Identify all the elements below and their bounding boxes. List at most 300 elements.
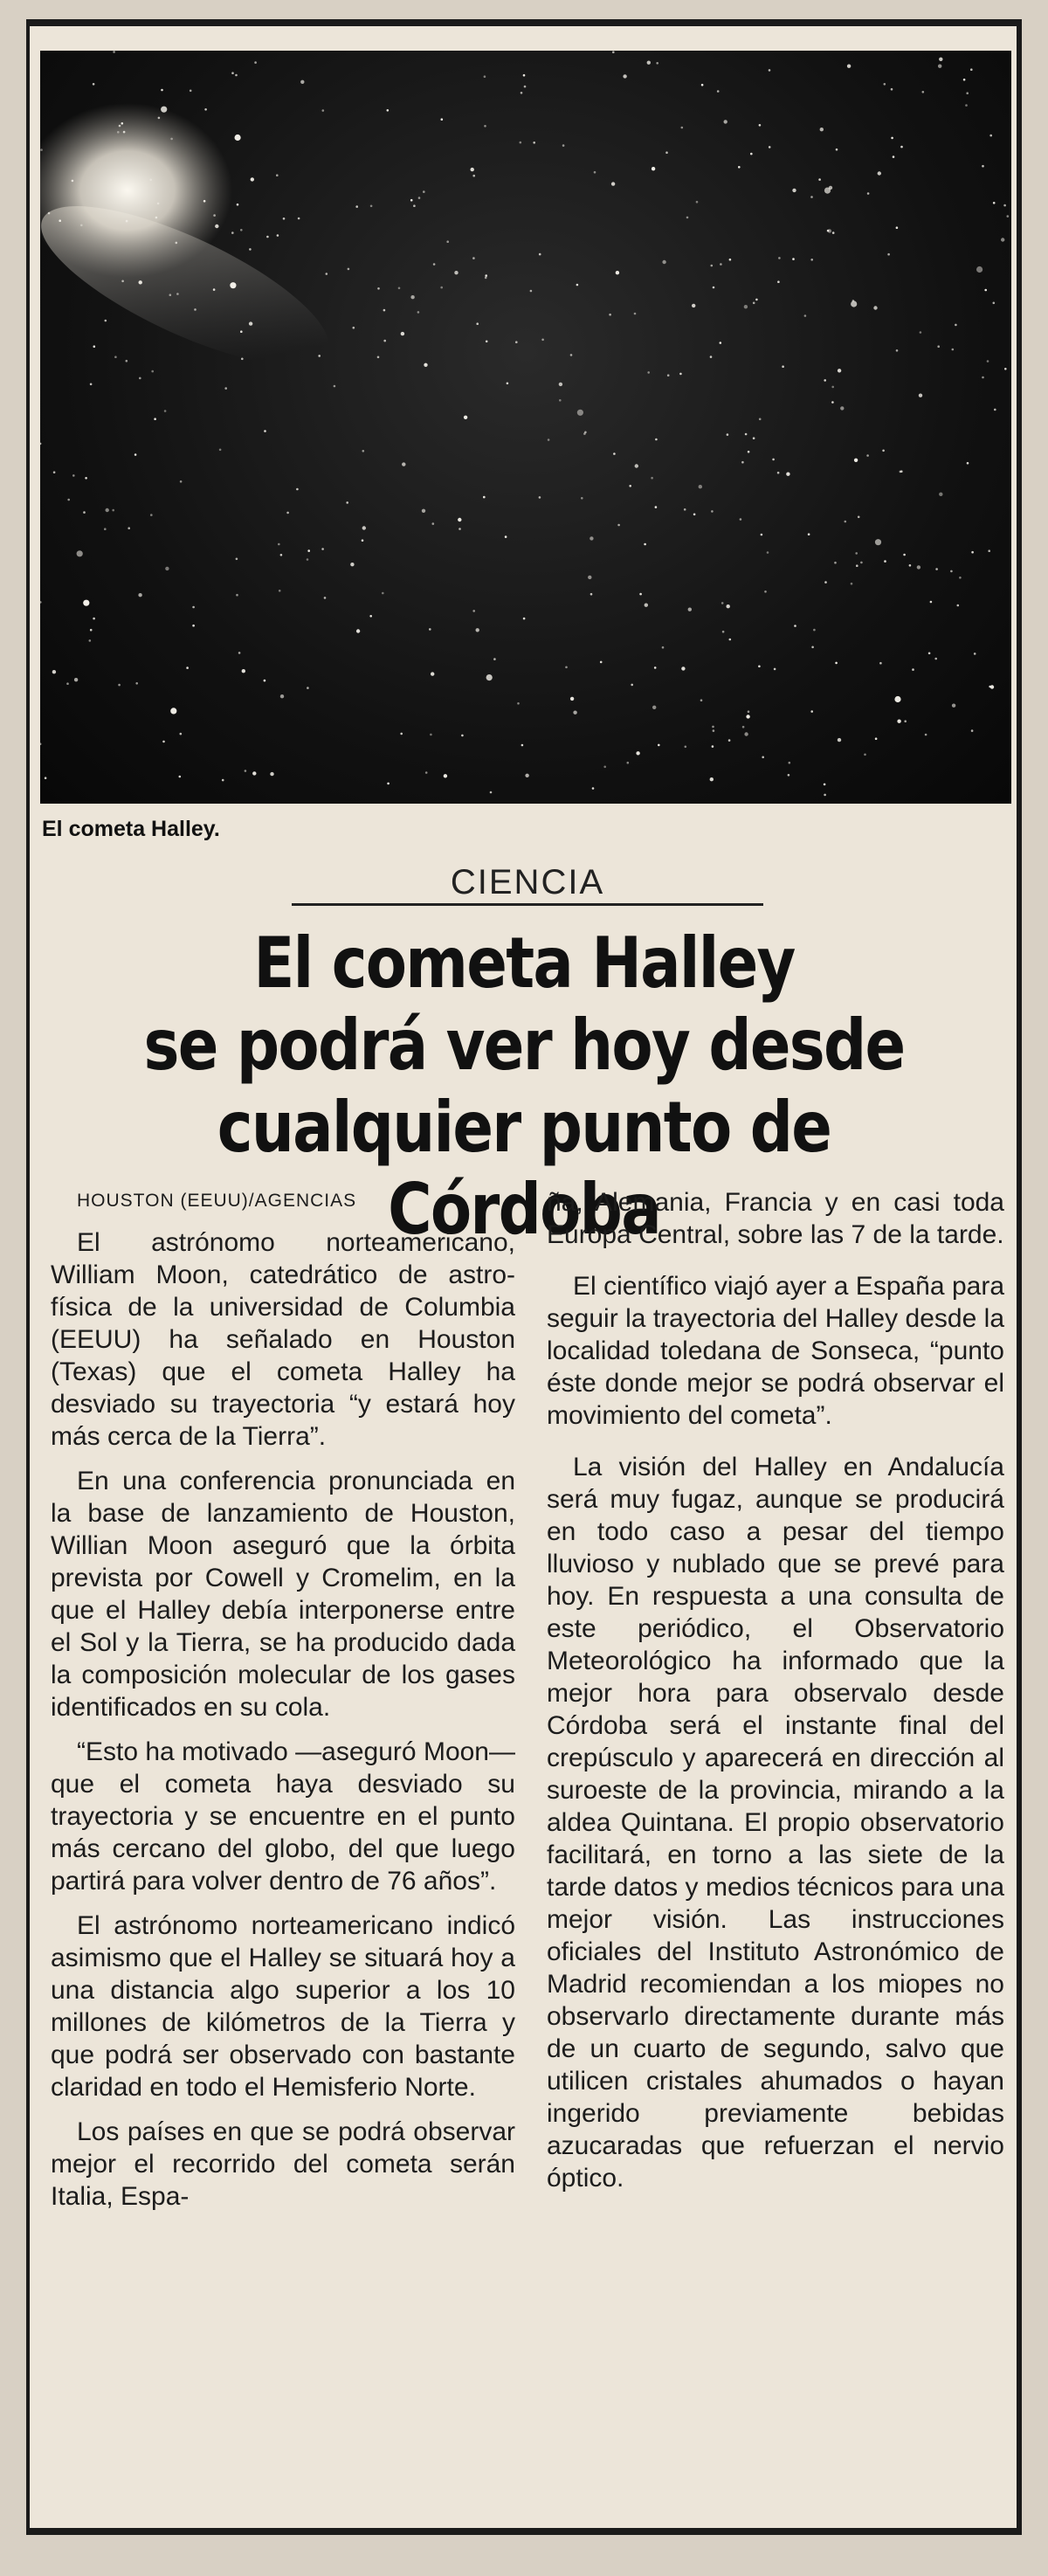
star	[772, 459, 775, 461]
star	[154, 418, 156, 420]
star	[346, 501, 348, 504]
star	[611, 182, 615, 185]
star	[700, 699, 703, 701]
star	[300, 80, 304, 84]
star	[353, 327, 355, 329]
star	[952, 349, 955, 351]
star	[647, 371, 650, 374]
star	[753, 437, 755, 439]
star	[748, 451, 750, 453]
star	[875, 737, 878, 740]
star	[717, 90, 720, 93]
star	[882, 450, 885, 452]
star	[769, 69, 771, 72]
star	[584, 432, 587, 434]
star	[485, 277, 487, 280]
star	[651, 477, 653, 480]
star	[135, 682, 138, 685]
star	[429, 628, 431, 631]
star	[774, 668, 776, 671]
star	[192, 625, 195, 627]
star	[984, 289, 987, 292]
star	[236, 558, 238, 561]
star	[758, 666, 761, 668]
star	[665, 151, 668, 154]
star	[788, 774, 790, 777]
star	[472, 257, 475, 259]
star	[1007, 215, 1010, 218]
star	[636, 751, 639, 755]
section-label: CIENCIA	[450, 863, 605, 901]
star	[710, 356, 713, 358]
paragraph: “Esto ha motivado —aseguró Moon— que el cometa haya desviado su trayectoria y se encuentre en el punto más cercano del globo, del que luego partirá para volver dentro de 76 años”.	[51, 1737, 515, 1896]
star	[866, 454, 869, 457]
star	[920, 331, 922, 334]
star	[213, 214, 216, 217]
star	[432, 522, 435, 525]
star	[440, 287, 443, 289]
star	[515, 341, 518, 343]
star	[520, 142, 522, 144]
star	[194, 308, 196, 311]
star	[755, 299, 758, 301]
star	[600, 661, 603, 664]
star	[215, 224, 218, 228]
star	[925, 734, 927, 736]
star	[740, 518, 742, 521]
star	[362, 450, 365, 452]
star	[150, 514, 153, 516]
star	[523, 74, 526, 77]
star	[845, 521, 847, 523]
star	[728, 739, 731, 742]
star	[912, 668, 914, 671]
star	[655, 506, 658, 508]
star	[720, 263, 722, 266]
star	[524, 86, 527, 88]
star	[655, 439, 658, 441]
star	[778, 257, 781, 259]
star	[40, 601, 42, 604]
star	[838, 738, 841, 742]
star	[831, 401, 834, 404]
star	[105, 320, 107, 322]
star	[252, 771, 256, 775]
star	[652, 706, 656, 709]
paragraph: El científico viajó ayer a España para seguir la trayectoria del Halley desde la localidad toledana de Sonseca, “punto éste donde mejor se podrá observar el movimiento del cometa”.	[547, 1272, 1004, 1430]
star	[711, 265, 714, 267]
star	[280, 694, 284, 698]
star	[203, 200, 206, 203]
comet-star-field-icon	[40, 51, 1011, 804]
star	[486, 674, 493, 680]
star	[867, 192, 870, 195]
star	[155, 217, 158, 219]
star	[72, 180, 74, 183]
star	[824, 794, 826, 797]
star	[186, 666, 189, 669]
star	[679, 373, 682, 376]
star	[490, 791, 493, 794]
star	[875, 539, 881, 545]
star	[959, 577, 962, 579]
star	[251, 177, 254, 181]
star	[922, 91, 925, 93]
star	[240, 229, 243, 231]
star	[891, 137, 893, 140]
paragraph: La visión del Halley en Andalucía será muy fugaz, aunque se producirá en todo caso a pesar del tiempo lluvioso y nublado que se prevé para hoy. En respuesta a una consulta de este periódico, el Observatorio Meteorológico ha informado que la mejor hora para observalo desde Córdoba será el instante final del crepúsculo y aparecerá en dirección al suroeste de la provincia, mirando a la aldea Quintana. El propio observatorio facilitará, en torno a las siete de la tarde datos y medios técnicos para una mejor visión. Las instrucciones oficiales del Instituto Astronómico de Madrid recomiendan a los miopes no observarlo directamente durante más de un cuarto de segundo, salvo que utilicen cristales ahumados o hayan ingerido previamente bebidas azucaradas que refuerzan el nervio óptico.	[547, 1453, 1004, 2193]
star	[471, 168, 474, 171]
star	[40, 148, 43, 151]
star	[565, 666, 568, 669]
star	[696, 201, 699, 204]
star	[176, 242, 178, 245]
star	[939, 58, 942, 61]
star	[307, 558, 309, 561]
star	[521, 92, 523, 94]
star	[170, 138, 173, 141]
star	[441, 118, 444, 121]
star	[699, 485, 702, 488]
star	[484, 75, 486, 78]
star	[909, 564, 912, 567]
star	[350, 563, 354, 566]
star	[753, 302, 755, 305]
star	[955, 324, 957, 327]
star	[721, 602, 724, 604]
star	[231, 72, 234, 74]
star	[505, 535, 507, 538]
star	[93, 618, 95, 620]
star	[950, 570, 953, 573]
star	[254, 61, 257, 64]
star	[613, 452, 616, 455]
star	[935, 568, 938, 570]
star	[472, 610, 475, 612]
star	[219, 449, 222, 452]
star	[724, 120, 727, 123]
article-column-2	[547, 1186, 1004, 2213]
star	[454, 271, 458, 274]
star	[710, 777, 714, 781]
star	[609, 314, 611, 316]
star	[476, 628, 479, 632]
star	[476, 322, 479, 325]
star	[744, 732, 748, 736]
star	[158, 117, 161, 120]
star	[588, 576, 591, 579]
star	[792, 258, 795, 260]
star	[52, 670, 56, 673]
star	[818, 178, 821, 181]
star	[647, 61, 651, 65]
star	[548, 439, 550, 441]
star	[711, 510, 714, 513]
star	[355, 205, 358, 208]
star	[279, 590, 281, 592]
star	[128, 527, 130, 529]
star	[645, 604, 648, 607]
star	[989, 135, 992, 137]
star	[744, 305, 748, 308]
star	[989, 686, 991, 688]
star	[121, 280, 124, 283]
star	[836, 148, 838, 151]
star	[180, 733, 183, 736]
star	[993, 202, 996, 204]
star	[616, 271, 619, 274]
star	[681, 127, 684, 129]
star	[976, 266, 982, 273]
star	[240, 330, 243, 333]
star	[318, 355, 321, 357]
star	[119, 125, 121, 128]
star	[759, 124, 762, 127]
star	[667, 374, 670, 376]
star	[712, 726, 714, 729]
star	[377, 356, 380, 359]
star	[80, 224, 83, 227]
star	[701, 84, 704, 86]
star	[238, 652, 241, 654]
star	[635, 464, 638, 467]
star	[792, 189, 796, 192]
star	[576, 284, 579, 287]
star	[864, 754, 866, 756]
star	[283, 218, 286, 220]
star	[179, 776, 182, 778]
star	[639, 593, 642, 596]
star	[729, 259, 732, 261]
star	[484, 125, 486, 128]
star	[681, 666, 685, 670]
star	[458, 528, 461, 530]
star	[811, 646, 814, 649]
star	[40, 742, 41, 745]
star	[891, 88, 893, 91]
star	[241, 358, 244, 361]
star	[59, 219, 61, 222]
star	[40, 443, 41, 445]
star	[748, 710, 750, 713]
star	[192, 606, 195, 609]
star	[1001, 238, 1004, 241]
headline-line: El cometa Halley	[253, 922, 795, 1004]
star	[383, 340, 386, 342]
star	[617, 524, 620, 527]
star	[971, 729, 974, 732]
star	[93, 345, 96, 348]
star	[126, 360, 128, 363]
star	[433, 263, 436, 266]
star	[418, 197, 421, 199]
star	[939, 493, 942, 496]
star	[658, 744, 660, 747]
star	[982, 165, 984, 168]
star	[77, 550, 83, 556]
star	[222, 779, 224, 782]
star	[464, 416, 467, 419]
star	[242, 669, 245, 673]
star	[573, 711, 576, 715]
star	[900, 146, 903, 148]
paragraph: Los países en que se podrá observar mejor el recorrido del cometa serán Italia, Espa-	[51, 2117, 515, 2211]
star	[957, 604, 960, 607]
star	[808, 533, 810, 535]
star	[72, 474, 75, 477]
star	[974, 653, 976, 655]
star	[190, 90, 192, 93]
star	[893, 155, 895, 158]
newspaper-clipping	[26, 19, 1022, 2535]
star	[106, 508, 109, 512]
star	[741, 461, 744, 464]
star	[151, 370, 154, 373]
star	[387, 109, 390, 112]
star	[813, 629, 816, 632]
star	[854, 459, 858, 462]
star	[85, 477, 87, 480]
star	[541, 339, 544, 342]
star	[662, 646, 665, 649]
star	[903, 554, 906, 556]
star	[162, 741, 165, 743]
star	[104, 528, 107, 530]
star	[485, 274, 487, 277]
star	[884, 560, 886, 563]
star	[722, 631, 725, 633]
star	[89, 639, 92, 642]
star	[662, 260, 665, 264]
star	[249, 248, 252, 251]
star	[897, 720, 900, 723]
star	[90, 383, 93, 386]
star	[83, 600, 89, 606]
star	[847, 65, 851, 68]
star	[727, 604, 730, 608]
star	[769, 146, 771, 148]
star	[712, 745, 714, 748]
star	[307, 687, 309, 689]
star	[446, 240, 449, 243]
star	[750, 153, 753, 155]
star	[83, 511, 86, 514]
star	[417, 311, 420, 314]
star	[644, 543, 646, 546]
star	[767, 551, 769, 554]
paragraph: ña, Alemania, Francia y en casi toda Europa Central, sobre las 7 de la tarde.	[547, 1188, 1004, 1249]
star	[971, 551, 974, 554]
star	[878, 171, 881, 175]
star	[627, 762, 630, 764]
section-divider	[292, 903, 763, 906]
star	[631, 684, 633, 687]
headline-line: se podrá ver hoy desde	[143, 1005, 905, 1086]
star	[937, 345, 940, 348]
star	[654, 666, 657, 669]
star	[952, 704, 955, 708]
star	[280, 554, 283, 556]
star	[987, 360, 989, 363]
star	[590, 536, 593, 540]
star	[493, 658, 496, 660]
star	[525, 774, 528, 777]
star	[139, 377, 141, 380]
photo-caption: El cometa Halley.	[42, 817, 220, 841]
star	[410, 295, 414, 299]
star	[824, 581, 827, 584]
star	[577, 410, 583, 416]
star	[431, 672, 434, 675]
star	[994, 409, 996, 411]
star	[693, 514, 696, 516]
star	[121, 122, 124, 125]
star	[398, 287, 401, 290]
star	[382, 592, 384, 595]
star	[764, 590, 767, 593]
star	[988, 549, 990, 552]
star	[164, 410, 167, 412]
star	[729, 639, 732, 641]
star	[884, 83, 886, 86]
star	[963, 79, 966, 81]
star	[794, 625, 796, 627]
star	[858, 516, 860, 519]
star	[840, 406, 844, 410]
star	[387, 783, 390, 785]
star	[917, 565, 920, 569]
star	[213, 288, 216, 291]
star	[296, 488, 299, 491]
star	[169, 294, 172, 296]
star	[118, 684, 121, 687]
star	[570, 354, 573, 356]
star	[176, 293, 179, 295]
star	[424, 363, 427, 367]
star	[745, 433, 748, 436]
star	[278, 543, 280, 546]
star	[713, 287, 715, 289]
star	[860, 562, 863, 564]
star	[413, 204, 416, 207]
star	[533, 142, 535, 144]
star	[402, 462, 405, 466]
star	[157, 203, 160, 205]
star	[170, 708, 176, 714]
star	[74, 678, 78, 681]
headline-line: cualquier punto de Córdoba	[217, 1087, 831, 1250]
star	[425, 771, 428, 774]
star	[67, 499, 70, 501]
star	[1003, 204, 1006, 207]
star	[592, 787, 595, 790]
star	[652, 167, 655, 170]
star	[919, 394, 922, 397]
star	[810, 196, 813, 198]
star	[326, 273, 328, 275]
star	[180, 480, 183, 483]
star	[230, 282, 236, 288]
star	[362, 526, 366, 529]
star	[873, 306, 877, 309]
star	[835, 662, 838, 665]
star	[688, 608, 692, 611]
star	[286, 512, 289, 515]
star	[762, 756, 764, 759]
star	[90, 629, 93, 632]
star	[851, 300, 857, 307]
star	[356, 629, 360, 632]
